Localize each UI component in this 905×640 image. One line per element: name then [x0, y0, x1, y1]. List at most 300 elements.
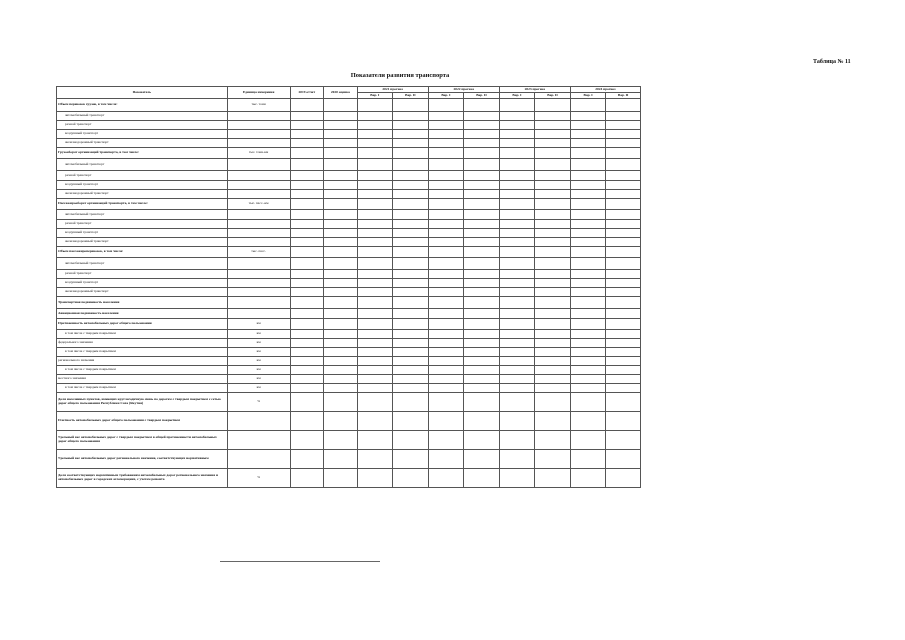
- value-cell: [393, 171, 429, 181]
- value-cell: [570, 159, 606, 171]
- value-cell: [499, 309, 535, 319]
- value-cell: [606, 220, 641, 229]
- value-cell: [499, 220, 535, 229]
- value-cell: [393, 297, 429, 309]
- row-label: в том числе с твердым покрытием: [57, 348, 228, 357]
- value-cell: [324, 229, 358, 238]
- header-variant: Вар. I: [428, 93, 464, 99]
- table-row: [57, 190, 641, 199]
- value-cell: [290, 148, 324, 159]
- value-cell: [464, 297, 500, 309]
- value-cell: [324, 279, 358, 288]
- table-row: [57, 210, 641, 220]
- value-cell: [290, 431, 324, 450]
- table-row: [57, 288, 641, 297]
- value-cell: [499, 366, 535, 375]
- value-cell: [428, 112, 464, 121]
- row-unit: [227, 309, 290, 319]
- value-cell: [324, 297, 358, 309]
- value-cell: [290, 366, 324, 375]
- value-cell: [324, 181, 358, 190]
- value-cell: [464, 258, 500, 270]
- value-cell: [324, 469, 358, 488]
- value-cell: [357, 130, 393, 139]
- value-cell: [357, 450, 393, 469]
- table-number: Таблица № 11: [813, 59, 851, 65]
- table-row: [57, 229, 641, 238]
- value-cell: [499, 210, 535, 220]
- value-cell: [464, 330, 500, 339]
- value-cell: [290, 121, 324, 130]
- row-unit: [227, 190, 290, 199]
- table-row: [57, 366, 641, 375]
- row-label: железнодорожный транспорт: [57, 190, 228, 199]
- value-cell: [499, 247, 535, 258]
- value-cell: [290, 469, 324, 488]
- table-row: [57, 139, 641, 148]
- value-cell: [499, 348, 535, 357]
- value-cell: [393, 258, 429, 270]
- row-label: Объем пассажироперевозок, в том числе:: [57, 247, 228, 258]
- value-cell: [428, 159, 464, 171]
- value-cell: [324, 375, 358, 384]
- value-cell: [357, 348, 393, 357]
- table-row: [57, 412, 641, 431]
- value-cell: [324, 270, 358, 279]
- value-cell: [570, 139, 606, 148]
- table-row: [57, 148, 641, 159]
- value-cell: [606, 112, 641, 121]
- value-cell: [290, 220, 324, 229]
- table-row: [57, 357, 641, 366]
- value-cell: [606, 348, 641, 357]
- value-cell: [290, 171, 324, 181]
- value-cell: [570, 288, 606, 297]
- value-cell: [570, 148, 606, 159]
- value-cell: [428, 375, 464, 384]
- value-cell: [464, 375, 500, 384]
- value-cell: [324, 330, 358, 339]
- transport-indicators-table: [56, 86, 641, 488]
- value-cell: [464, 238, 500, 247]
- row-unit: [227, 171, 290, 181]
- value-cell: [393, 375, 429, 384]
- row-unit: [227, 270, 290, 279]
- value-cell: [290, 375, 324, 384]
- value-cell: [606, 288, 641, 297]
- value-cell: [499, 469, 535, 488]
- value-cell: [606, 339, 641, 348]
- value-cell: [324, 139, 358, 148]
- value-cell: [535, 181, 571, 190]
- value-cell: [464, 112, 500, 121]
- value-cell: [606, 210, 641, 220]
- value-cell: [428, 190, 464, 199]
- value-cell: [464, 247, 500, 258]
- value-cell: [499, 270, 535, 279]
- value-cell: [290, 181, 324, 190]
- value-cell: [499, 450, 535, 469]
- value-cell: [290, 297, 324, 309]
- value-cell: [357, 431, 393, 450]
- value-cell: [428, 148, 464, 159]
- value-cell: [357, 159, 393, 171]
- value-cell: [535, 238, 571, 247]
- value-cell: [393, 450, 429, 469]
- value-cell: [535, 258, 571, 270]
- table-row: [57, 297, 641, 309]
- value-cell: [499, 112, 535, 121]
- row-label: в том числе с твердым покрытием: [57, 384, 228, 393]
- value-cell: [464, 348, 500, 357]
- value-cell: [606, 229, 641, 238]
- value-cell: [357, 384, 393, 393]
- value-cell: [428, 384, 464, 393]
- value-cell: [428, 339, 464, 348]
- value-cell: [357, 279, 393, 288]
- value-cell: [535, 199, 571, 210]
- value-cell: [535, 139, 571, 148]
- value-cell: [535, 210, 571, 220]
- row-label: Удельный вес автомобильных дорог регионального значения, соответствующих нормативным: [57, 450, 228, 469]
- value-cell: [606, 393, 641, 412]
- row-unit: [227, 181, 290, 190]
- value-cell: [357, 309, 393, 319]
- row-unit: [227, 279, 290, 288]
- value-cell: [535, 279, 571, 288]
- row-label: Авиационная подвижность населения: [57, 309, 228, 319]
- value-cell: [290, 393, 324, 412]
- value-cell: [324, 357, 358, 366]
- value-cell: [357, 330, 393, 339]
- value-cell: [290, 229, 324, 238]
- value-cell: [324, 319, 358, 330]
- value-cell: [357, 181, 393, 190]
- value-cell: [535, 121, 571, 130]
- header-year-2019: 2019 отчет: [290, 87, 324, 99]
- value-cell: [464, 181, 500, 190]
- value-cell: [570, 229, 606, 238]
- header-variant: Вар. II: [464, 93, 500, 99]
- table-row: [57, 330, 641, 339]
- row-unit: км: [227, 330, 290, 339]
- value-cell: [535, 229, 571, 238]
- value-cell: [499, 130, 535, 139]
- row-unit: [227, 220, 290, 229]
- value-cell: [357, 199, 393, 210]
- value-cell: [357, 112, 393, 121]
- value-cell: [324, 210, 358, 220]
- value-cell: [535, 319, 571, 330]
- value-cell: [570, 348, 606, 357]
- value-cell: [535, 450, 571, 469]
- value-cell: [606, 190, 641, 199]
- value-cell: [428, 220, 464, 229]
- row-label: местного значения: [57, 375, 228, 384]
- value-cell: [428, 139, 464, 148]
- value-cell: [535, 393, 571, 412]
- value-cell: [570, 431, 606, 450]
- value-cell: [290, 238, 324, 247]
- row-unit: %: [227, 469, 290, 488]
- row-unit: [227, 112, 290, 121]
- value-cell: [464, 229, 500, 238]
- value-cell: [324, 288, 358, 297]
- value-cell: [535, 348, 571, 357]
- row-label: речной транспорт: [57, 220, 228, 229]
- value-cell: [393, 130, 429, 139]
- value-cell: [393, 348, 429, 357]
- value-cell: [357, 238, 393, 247]
- value-cell: [357, 258, 393, 270]
- value-cell: [290, 319, 324, 330]
- table-body: [57, 99, 641, 488]
- header-unit: Единица измерения: [227, 87, 290, 99]
- value-cell: [464, 159, 500, 171]
- value-cell: [290, 270, 324, 279]
- value-cell: [290, 159, 324, 171]
- value-cell: [324, 130, 358, 139]
- row-label: воздушный транспорт: [57, 279, 228, 288]
- value-cell: [393, 139, 429, 148]
- value-cell: [290, 130, 324, 139]
- value-cell: [393, 190, 429, 199]
- value-cell: [324, 450, 358, 469]
- value-cell: [428, 366, 464, 375]
- row-unit: км: [227, 339, 290, 348]
- value-cell: [290, 139, 324, 148]
- value-cell: [464, 139, 500, 148]
- value-cell: [428, 279, 464, 288]
- value-cell: [570, 375, 606, 384]
- value-cell: [606, 469, 641, 488]
- value-cell: [570, 112, 606, 121]
- value-cell: [464, 357, 500, 366]
- value-cell: [324, 199, 358, 210]
- value-cell: [499, 375, 535, 384]
- value-cell: [428, 171, 464, 181]
- value-cell: [535, 431, 571, 450]
- header-variant: Вар. I: [570, 93, 606, 99]
- row-unit: [227, 288, 290, 297]
- value-cell: [464, 412, 500, 431]
- value-cell: [290, 357, 324, 366]
- value-cell: [464, 309, 500, 319]
- row-unit: км: [227, 357, 290, 366]
- value-cell: [324, 99, 358, 112]
- value-cell: [357, 319, 393, 330]
- value-cell: [393, 210, 429, 220]
- row-unit: [227, 210, 290, 220]
- value-cell: [290, 412, 324, 431]
- row-unit: [227, 229, 290, 238]
- value-cell: [535, 148, 571, 159]
- value-cell: [499, 384, 535, 393]
- row-label: речной транспорт: [57, 270, 228, 279]
- header-variant: Вар. II: [393, 93, 429, 99]
- table-row: [57, 309, 641, 319]
- value-cell: [570, 258, 606, 270]
- value-cell: [570, 339, 606, 348]
- value-cell: [428, 181, 464, 190]
- value-cell: [499, 431, 535, 450]
- table-row: [57, 348, 641, 357]
- value-cell: [324, 121, 358, 130]
- value-cell: [464, 339, 500, 348]
- value-cell: [393, 270, 429, 279]
- table-row: [57, 450, 641, 469]
- value-cell: [464, 279, 500, 288]
- row-label: Плотность автомобильных дорог общего пользования с твердым покрытием: [57, 412, 228, 431]
- row-label: регионального значения: [57, 357, 228, 366]
- value-cell: [535, 190, 571, 199]
- value-cell: [570, 393, 606, 412]
- value-cell: [606, 297, 641, 309]
- value-cell: [535, 339, 571, 348]
- value-cell: [535, 309, 571, 319]
- value-cell: [428, 229, 464, 238]
- header-variant: Вар. II: [535, 93, 571, 99]
- value-cell: [324, 339, 358, 348]
- value-cell: [393, 288, 429, 297]
- value-cell: [393, 384, 429, 393]
- value-cell: [499, 297, 535, 309]
- value-cell: [570, 279, 606, 288]
- value-cell: [464, 220, 500, 229]
- value-cell: [606, 330, 641, 339]
- value-cell: [606, 130, 641, 139]
- value-cell: [606, 279, 641, 288]
- value-cell: [464, 199, 500, 210]
- value-cell: [428, 99, 464, 112]
- row-label: воздушный транспорт: [57, 130, 228, 139]
- value-cell: [393, 148, 429, 159]
- row-unit: [227, 139, 290, 148]
- row-unit: км: [227, 348, 290, 357]
- table-row: [57, 279, 641, 288]
- value-cell: [393, 238, 429, 247]
- table-row: [57, 171, 641, 181]
- table-row: [57, 130, 641, 139]
- value-cell: [428, 297, 464, 309]
- value-cell: [535, 330, 571, 339]
- value-cell: [606, 199, 641, 210]
- value-cell: [324, 238, 358, 247]
- value-cell: [357, 121, 393, 130]
- value-cell: [570, 357, 606, 366]
- value-cell: [393, 330, 429, 339]
- value-cell: [464, 99, 500, 112]
- value-cell: [535, 357, 571, 366]
- value-cell: [464, 270, 500, 279]
- value-cell: [290, 450, 324, 469]
- value-cell: [606, 258, 641, 270]
- table-row: [57, 258, 641, 270]
- value-cell: [535, 159, 571, 171]
- value-cell: [324, 220, 358, 229]
- value-cell: [428, 319, 464, 330]
- value-cell: [499, 229, 535, 238]
- value-cell: [606, 450, 641, 469]
- value-cell: [606, 99, 641, 112]
- value-cell: [290, 210, 324, 220]
- value-cell: [570, 450, 606, 469]
- value-cell: [393, 366, 429, 375]
- row-label: речной транспорт: [57, 171, 228, 181]
- value-cell: [464, 450, 500, 469]
- value-cell: [428, 357, 464, 366]
- value-cell: [290, 288, 324, 297]
- value-cell: [606, 159, 641, 171]
- value-cell: [428, 348, 464, 357]
- value-cell: [357, 366, 393, 375]
- value-cell: [499, 99, 535, 112]
- table-row: [57, 112, 641, 121]
- value-cell: [499, 171, 535, 181]
- value-cell: [324, 348, 358, 357]
- table-row: [57, 199, 641, 210]
- value-cell: [606, 431, 641, 450]
- value-cell: [606, 384, 641, 393]
- value-cell: [606, 148, 641, 159]
- table-row: [57, 339, 641, 348]
- value-cell: [324, 171, 358, 181]
- value-cell: [357, 393, 393, 412]
- value-cell: [393, 220, 429, 229]
- value-cell: [499, 148, 535, 159]
- value-cell: [393, 469, 429, 488]
- value-cell: [499, 357, 535, 366]
- value-cell: [535, 366, 571, 375]
- value-cell: [499, 288, 535, 297]
- value-cell: [570, 319, 606, 330]
- value-cell: [393, 319, 429, 330]
- header-year-2020: 2020 оценка: [324, 87, 358, 99]
- value-cell: [499, 258, 535, 270]
- value-cell: [324, 393, 358, 412]
- value-cell: [393, 112, 429, 121]
- row-unit: [227, 412, 290, 431]
- value-cell: [535, 112, 571, 121]
- value-cell: [428, 309, 464, 319]
- header-year-2021: 2021 прогноз: [357, 87, 428, 93]
- value-cell: [324, 431, 358, 450]
- row-label: федерального значения: [57, 339, 228, 348]
- header-indicator: Показатель: [57, 87, 228, 99]
- header-variant: Вар. II: [606, 93, 641, 99]
- row-unit: [227, 121, 290, 130]
- value-cell: [357, 99, 393, 112]
- value-cell: [393, 431, 429, 450]
- value-cell: [499, 330, 535, 339]
- value-cell: [290, 258, 324, 270]
- header-year-2023: 2023 прогноз: [499, 87, 570, 93]
- value-cell: [428, 258, 464, 270]
- value-cell: [535, 220, 571, 229]
- value-cell: [428, 412, 464, 431]
- value-cell: [464, 469, 500, 488]
- value-cell: [393, 279, 429, 288]
- row-label: железнодорожный транспорт: [57, 238, 228, 247]
- value-cell: [393, 339, 429, 348]
- row-unit: тыс. пасс.-км: [227, 199, 290, 210]
- value-cell: [357, 375, 393, 384]
- value-cell: [606, 412, 641, 431]
- value-cell: [535, 247, 571, 258]
- table-row: [57, 431, 641, 450]
- value-cell: [393, 412, 429, 431]
- value-cell: [428, 288, 464, 297]
